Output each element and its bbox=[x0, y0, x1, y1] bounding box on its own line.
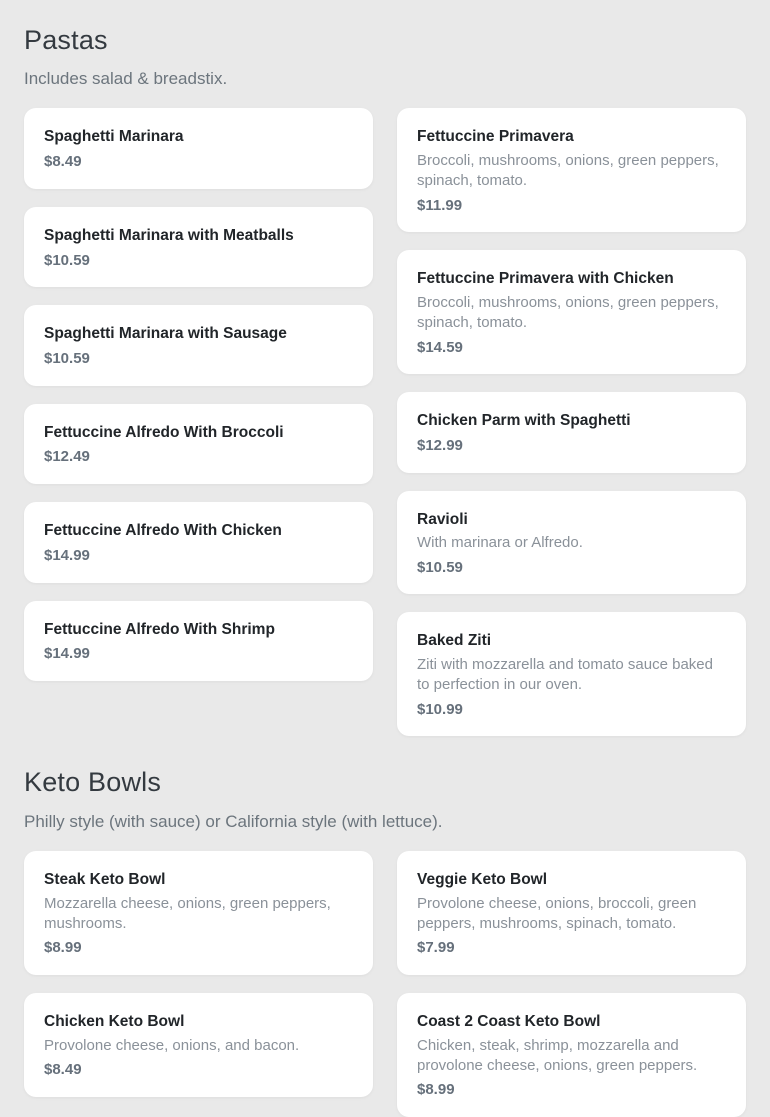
menu-item-price: $8.49 bbox=[44, 1060, 82, 1078]
menu-item-card[interactable] bbox=[24, 601, 373, 681]
menu-item-price: $12.99 bbox=[417, 437, 463, 455]
menu-item-description: With marinara or Alfredo. bbox=[417, 534, 583, 552]
menu-item-name: Fettuccine Alfredo With Chicken bbox=[44, 522, 282, 540]
menu-section bbox=[24, 24, 746, 736]
menu-item-card[interactable] bbox=[24, 851, 373, 975]
menu-column-left bbox=[24, 851, 373, 1097]
menu-item-name: Chicken Keto Bowl bbox=[44, 1012, 185, 1030]
menu-item-card[interactable] bbox=[24, 404, 373, 484]
menu-item-name: Spaghetti Marinara bbox=[44, 128, 184, 146]
menu-item-price: $11.99 bbox=[417, 196, 463, 214]
menu-item-name: Veggie Keto Bowl bbox=[417, 870, 548, 888]
menu-item-description: Broccoli, mushrooms, onions, green peppers, spinach, tomato. bbox=[417, 152, 719, 190]
menu-item-card[interactable] bbox=[397, 250, 746, 374]
menu-item-price: $7.99 bbox=[417, 939, 455, 957]
menu-item-name: Coast 2 Coast Keto Bowl bbox=[417, 1012, 601, 1030]
menu-item-card[interactable] bbox=[397, 392, 746, 472]
section-subtitle: Philly style (with sauce) or California style (with lettuce). bbox=[24, 811, 443, 831]
menu-item-description: Ziti with mozzarella and tomato sauce baked to perfection in our oven. bbox=[417, 656, 713, 694]
menu-item-price: $8.99 bbox=[417, 1081, 455, 1099]
menu-item-name: Baked Ziti bbox=[417, 632, 492, 650]
menu-item-description: Mozzarella cheese, onions, green peppers, mushrooms. bbox=[44, 894, 331, 932]
menu-item-price: $10.99 bbox=[417, 700, 463, 718]
menu-section bbox=[24, 766, 746, 1116]
menu-item-card[interactable] bbox=[24, 305, 373, 385]
menu-column-left bbox=[24, 108, 373, 681]
menu-item-card[interactable] bbox=[397, 851, 746, 975]
menu-item-card[interactable] bbox=[397, 993, 746, 1117]
menu-item-price: $14.99 bbox=[44, 546, 90, 564]
menu-item-card[interactable] bbox=[397, 108, 746, 232]
menu-item-card[interactable] bbox=[24, 108, 373, 188]
menu-item-price: $10.59 bbox=[417, 558, 463, 576]
section-subtitle: Includes salad & breadstix. bbox=[24, 69, 228, 89]
menu-item-price: $10.59 bbox=[44, 251, 90, 269]
menu-column-right bbox=[397, 851, 746, 1117]
menu-column-right bbox=[397, 108, 746, 736]
menu-item-name: Spaghetti Marinara with Sausage bbox=[44, 325, 287, 343]
menu-item-price: $8.99 bbox=[44, 939, 82, 957]
menu-item-description: Broccoli, mushrooms, onions, green peppers, spinach, tomato. bbox=[417, 294, 719, 332]
menu-item-name: Fettuccine Primavera with Chicken bbox=[417, 270, 674, 288]
menu-item-card[interactable] bbox=[24, 993, 373, 1097]
section-title: Pastas bbox=[24, 25, 108, 55]
menu-item-price: $8.49 bbox=[44, 153, 82, 171]
section-title: Keto Bowls bbox=[24, 767, 162, 798]
menu-columns bbox=[24, 108, 746, 736]
menu-item-card[interactable] bbox=[24, 502, 373, 582]
menu-item-card[interactable] bbox=[24, 207, 373, 287]
menu-item-name: Fettuccine Alfredo With Shrimp bbox=[44, 620, 275, 638]
menu-item-name: Ravioli bbox=[417, 510, 468, 528]
menu-item-name: Spaghetti Marinara with Meatballs bbox=[44, 226, 294, 244]
menu-item-description: Provolone cheese, onions, and bacon. bbox=[44, 1036, 300, 1054]
menu-sections bbox=[24, 24, 746, 1117]
menu-columns bbox=[24, 851, 746, 1117]
menu-item-price: $10.59 bbox=[44, 350, 90, 368]
menu-item-price: $14.99 bbox=[44, 645, 90, 663]
menu-item-card[interactable] bbox=[397, 612, 746, 736]
menu-item-price: $14.59 bbox=[417, 338, 463, 356]
menu-item-name: Fettuccine Alfredo With Broccoli bbox=[44, 423, 284, 441]
menu-item-name: Steak Keto Bowl bbox=[44, 870, 166, 888]
menu-item-description: Provolone cheese, onions, broccoli, green peppers, mushrooms, spinach, tomato. bbox=[417, 894, 697, 932]
menu-item-price: $12.49 bbox=[44, 448, 90, 466]
menu-item-name: Chicken Parm with Spaghetti bbox=[417, 412, 631, 430]
menu-item-name: Fettuccine Primavera bbox=[417, 128, 574, 146]
menu-item-card[interactable] bbox=[397, 491, 746, 595]
menu-item-description: Chicken, steak, shrimp, mozzarella and provolone cheese, onions, green peppers. bbox=[417, 1036, 698, 1074]
